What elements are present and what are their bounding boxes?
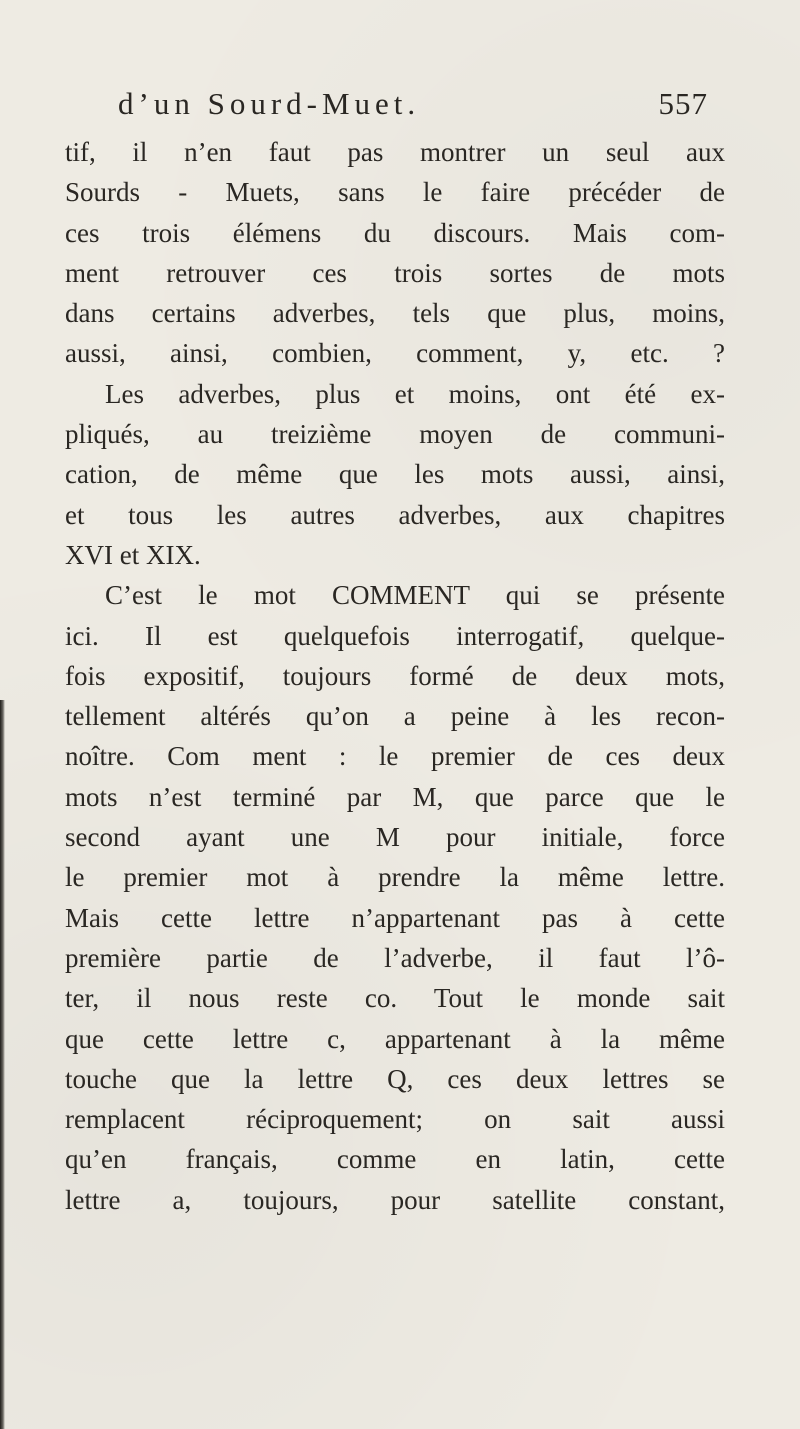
text-line: qu’en français, comme en latin, cette [65,1144,725,1175]
text-line: touche que la lettre Q, ces deux lettres se [65,1063,725,1094]
text-line: et tous les autres adverbes, aux chapitres [65,499,725,530]
text-line: première partie de l’adverbe, il faut l’ô- [65,942,725,973]
text-line: que cette lettre c, appartenant à la même [65,1023,725,1054]
text-line: le premier mot à prendre la même lettre. [65,862,725,893]
text-line: dans certains adverbes, tels que plus, moins, [65,298,725,329]
text-line: ces trois élémens du discours. Mais com- [65,217,725,248]
text-line: noître. Com ment : le premier de ces deux [65,741,725,772]
text-line: lettre a, toujours, pour satellite constant, [65,1184,725,1215]
text-line: Sourds - Muets, sans le faire précéder de [65,177,725,208]
running-head-title: d’un Sourd-Muet. [118,86,421,121]
text-line: remplacent réciproquement; on sait aussi [65,1104,725,1135]
text-line: aussi, ainsi, combien, comment, y, etc. ? [65,338,725,369]
text-line: ment retrouver ces trois sortes de mots [65,257,725,288]
text-line: ter, il nous reste co. Tout le monde sait [65,983,725,1014]
text-line: cation, de même que les mots aussi, ainsi, [65,459,725,490]
text-line: Mais cette lettre n’appartenant pas à cette [65,902,725,933]
page-number: 557 [658,86,708,121]
text-line: XVI et XIX. [65,539,201,570]
text-line: pliqués, au treizième moyen de communi- [65,419,725,450]
text-line: tif, il n’en faut pas montrer un seul aux [65,137,725,167]
text-line: fois expositif, toujours formé de deux mots, [65,660,725,691]
body-text [65,132,725,1220]
text-line: C’est le mot COMMENT qui se présente [105,580,725,611]
text-line: second ayant une M pour initiale, force [65,822,725,853]
text-line: ici. Il est quelquefois interrogatif, quelque- [65,620,725,651]
text-line: Les adverbes, plus et moins, ont été ex- [105,378,725,409]
text-line: mots n’est terminé par M, que parce que le [65,781,725,812]
running-head [118,86,708,126]
page-edge-shadow [0,700,5,1429]
text-line: tellement altérés qu’on a peine à les recon- [65,701,725,732]
